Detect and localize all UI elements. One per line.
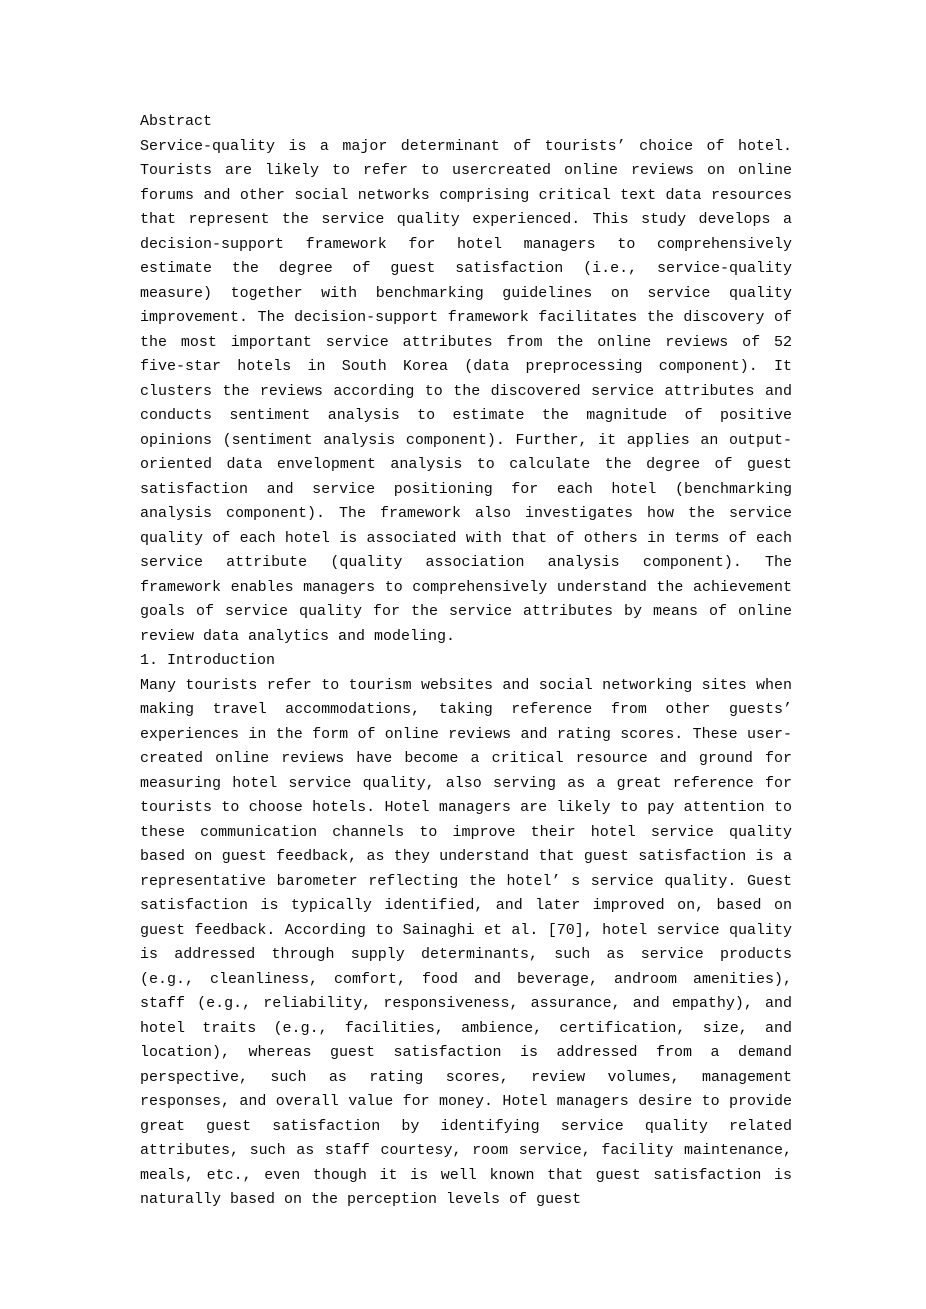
abstract-paragraph: Service-quality is a major determinant of tourists’ choice of hotel. Tourists are likely to refer to usercreated online reviews on online forums and other social networks comprising critical text data resources that represent the service quality experienced. This study develops a decision-support framework for hotel managers to comprehensively estimate the degree of guest satisfaction (i.e., service-quality measure) together with benchmarking guidelines on service quality improvement. The decision-support framework facilitates the discovery of the most important service attributes from the online reviews of 52 five-star hotels in South Korea (data preprocessing component). It clusters the reviews according to the discovered service attributes and conducts sentiment analysis to estimate the magnitude of positive opinions (sentiment analysis component). Further, it applies an output-oriented data envelopment analysis to calculate the degree of guest satisfaction and service positioning for each hotel (benchmarking analysis component). The framework also investigates how the service quality of each hotel is associated with that of others in terms of each service attribute (quality association analysis component). The framework enables managers to comprehensively understand the achievement goals of service quality for the service attributes by means of online review data analytics and modeling. [140, 137, 792, 645]
document-page [140, 110, 792, 1213]
introduction-heading: 1. Introduction [140, 652, 276, 669]
introduction-paragraph: Many tourists refer to tourism websites and social networking sites when making travel accommodations, taking reference from other guests’ experiences in the form of online reviews and rating scores. These user-created online reviews have become a critical resource and ground for measuring hotel service quality, also serving as a great reference for tourists to choose hotels. Hotel managers are likely to pay attention to these communication channels to improve their hotel service quality based on guest feedback, as they understand that guest satisfaction is a representative barometer reflecting the hotel’ s service quality. Guest satisfaction is typically identified, and later improved on, based on guest feedback. According to Sainaghi et al. [70], hotel service quality is addressed through supply determinants, such as service products (e.g., cleanliness, comfort, food and beverage, androom amenities), staff (e.g., reliability, responsiveness, assurance, and empathy), and hotel traits (e.g., facilities, ambience, certification, size, and location), whereas guest satisfaction is addressed from a demand perspective, such as rating scores, review volumes, management responses, and overall value for money. Hotel managers desire to provide great guest satisfaction by identifying service quality related attributes, such as staff courtesy, room service, facility maintenance, meals, etc., even though it is well known that guest satisfaction is naturally based on the perception levels of guest [140, 676, 792, 1208]
abstract-heading: Abstract [140, 113, 213, 130]
